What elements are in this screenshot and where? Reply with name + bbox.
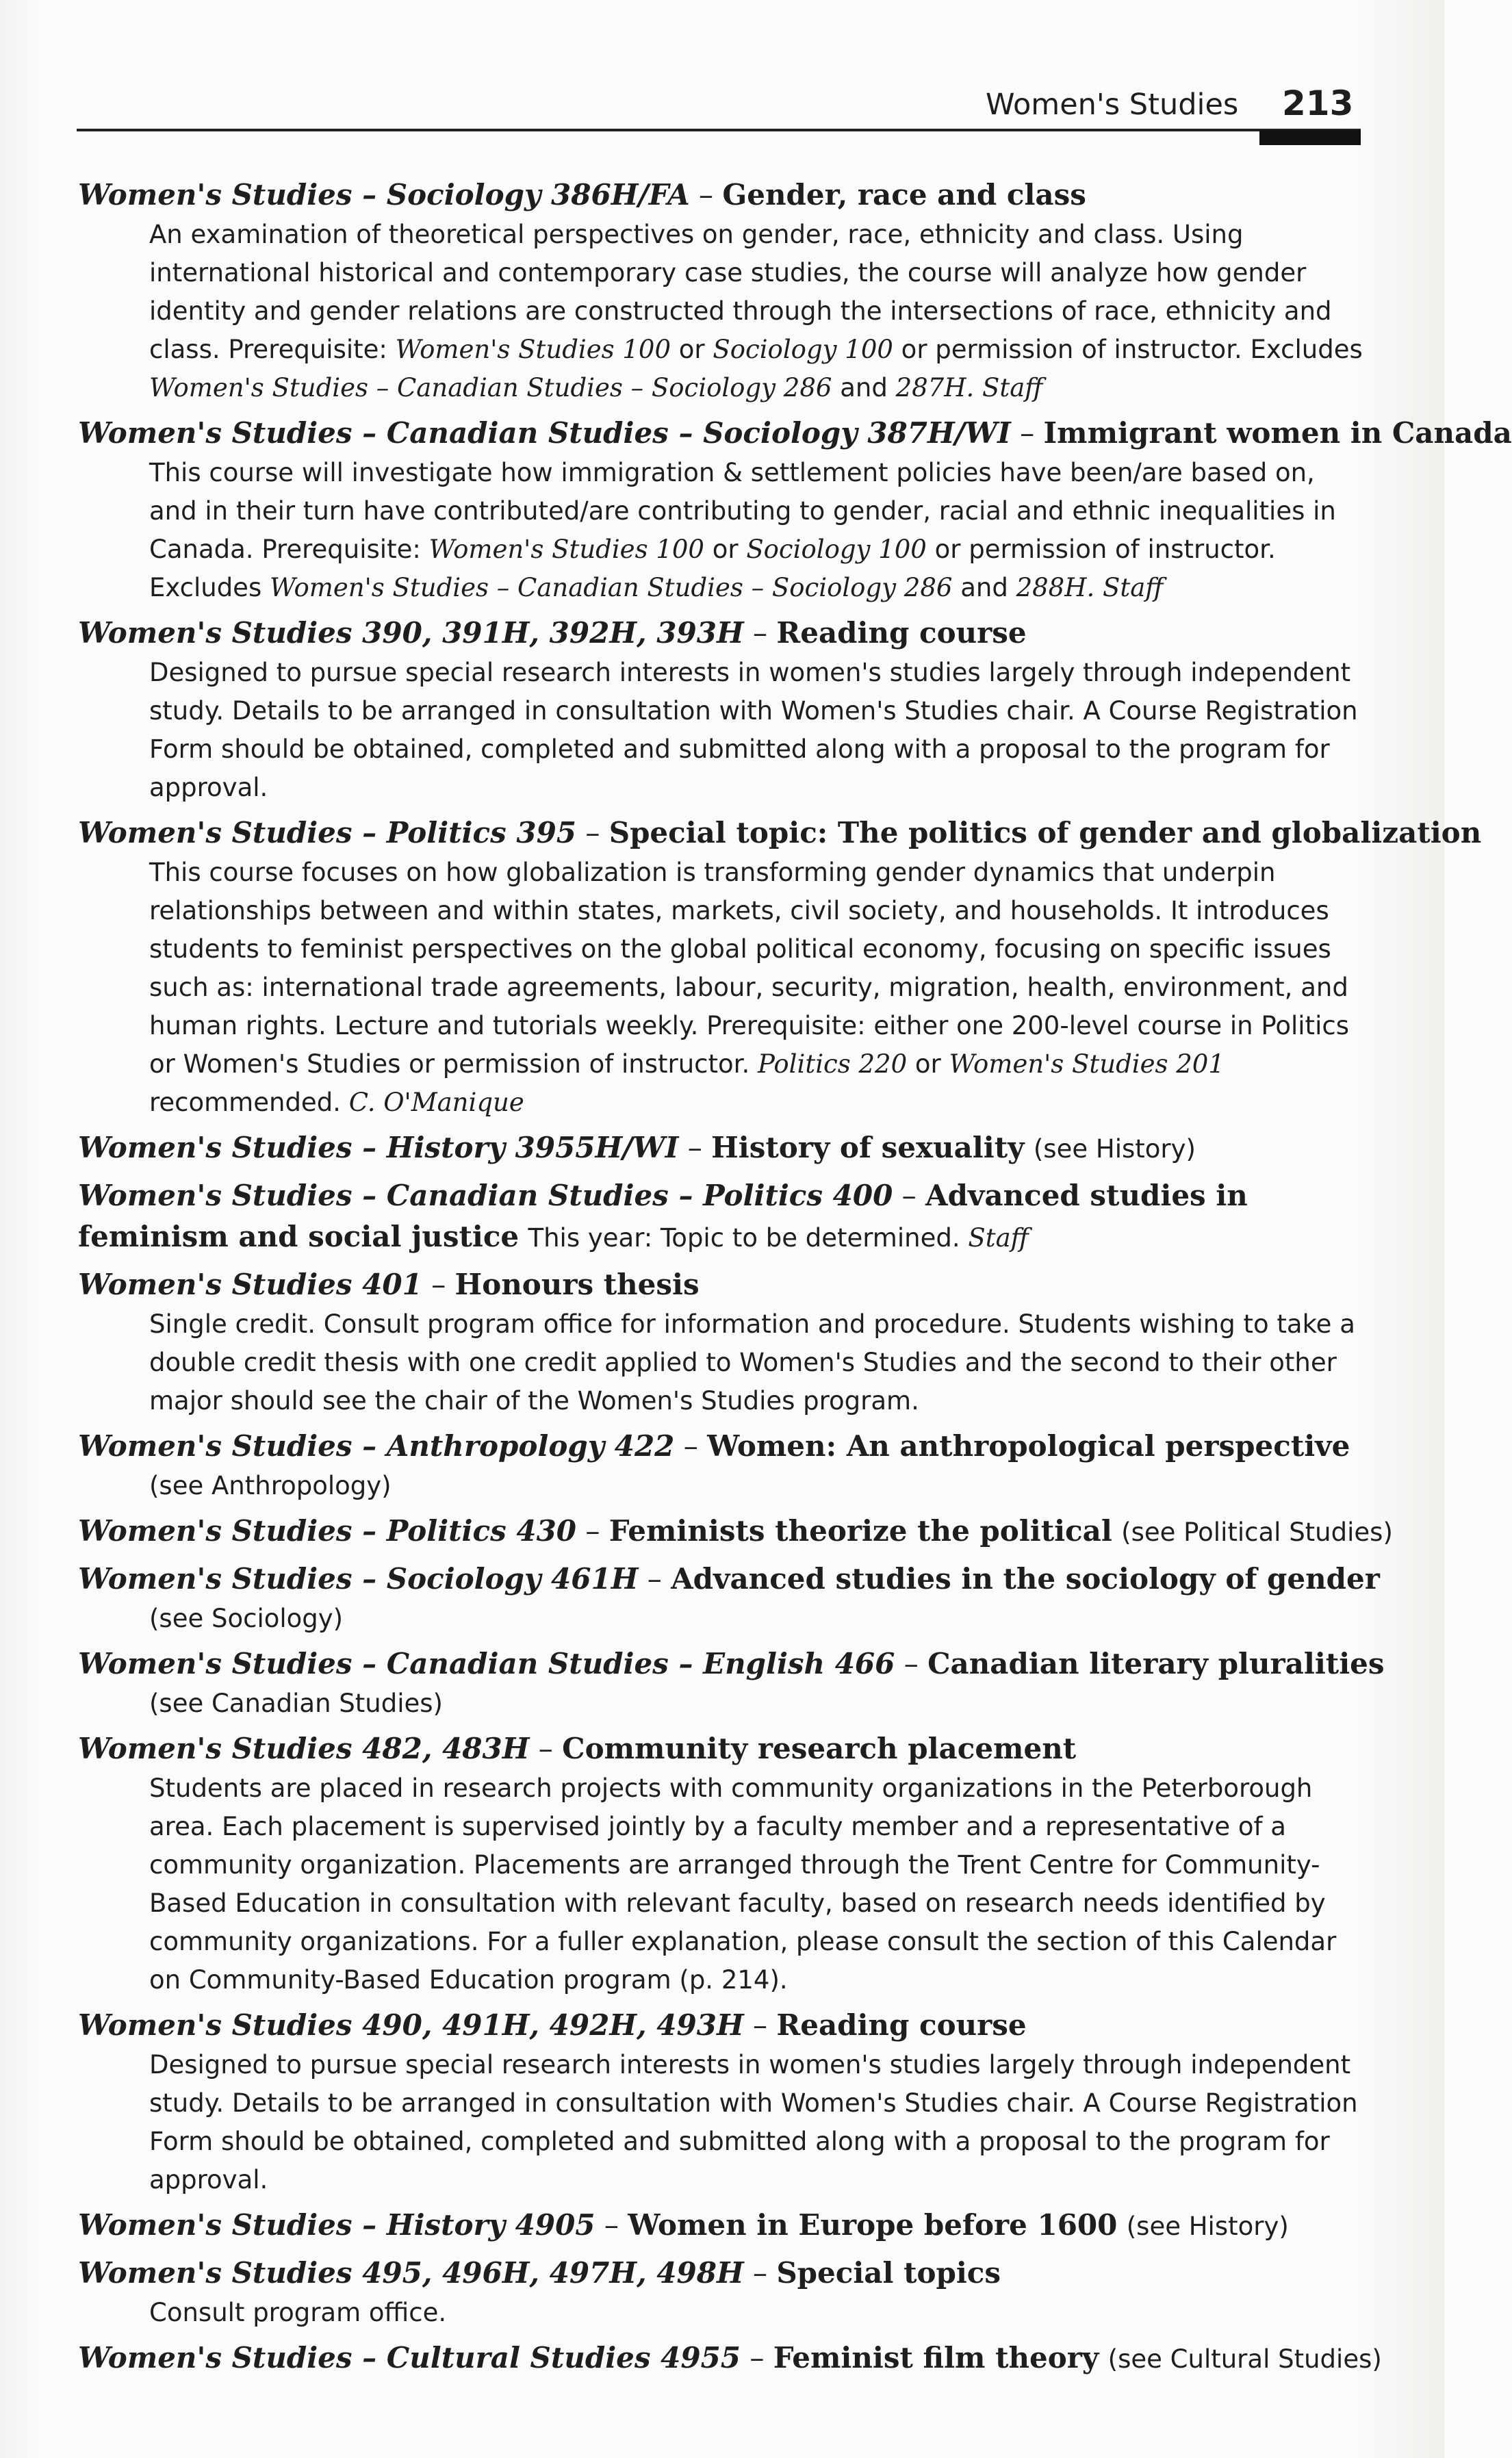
course-title: Reading course: [776, 2008, 1027, 2042]
course-code: Women's Studies – Sociology 386H/FA: [78, 178, 690, 212]
course-reference: 288H. Staff: [1016, 573, 1164, 602]
course-code: Women's Studies – Politics 395: [78, 816, 577, 849]
course-description: [149, 854, 1365, 1122]
course-entry: [78, 1264, 1365, 1420]
course-reference: C. O'Manique: [348, 1088, 524, 1117]
course-heading: [78, 413, 1512, 454]
course-reference: Women's Studies – Canadian Studies – Sociology 286: [270, 573, 953, 602]
course-separator: –: [595, 2208, 628, 2242]
course-separator: –: [576, 1514, 609, 1548]
course-title: Feminists theorize the political: [608, 1514, 1112, 1548]
course-title: Women: An anthropological perspective: [707, 1429, 1350, 1463]
course-entry: [78, 1643, 1385, 1723]
description-text: or: [704, 535, 747, 564]
course-title: Women in Europe before 1600: [628, 2208, 1118, 2242]
course-heading: [78, 2338, 1382, 2380]
description-text: This course will investigate how immigration & settlement policies have been/are based on, and in their turn have contributed/are contributing to gender, racial and ethnic inequalities in Canada. Prerequisite:: [149, 458, 1336, 564]
course-separator: –: [743, 616, 777, 650]
course-entry: [78, 1426, 1365, 1505]
course-code: Women's Studies – Cultural Studies 4955: [78, 2341, 741, 2374]
course-title: Feminist film theory: [773, 2341, 1099, 2374]
course-separator: –: [893, 1179, 926, 1212]
course-separator: –: [743, 2008, 777, 2042]
course-heading: [78, 175, 1365, 216]
course-code: Women's Studies 482, 483H: [78, 1732, 530, 1765]
course-description: [149, 2294, 1365, 2332]
course-separator: –: [689, 178, 723, 212]
course-title: Reading course: [776, 616, 1027, 650]
course-code: Women's Studies – History 4905: [78, 2208, 595, 2242]
course-description: [149, 654, 1365, 807]
course-cross-reference: (see Political Studies): [1121, 1518, 1393, 1547]
course-code: Women's Studies – Sociology 461H: [78, 1562, 639, 1596]
course-description: [149, 2046, 1365, 2199]
course-entry: [78, 2205, 1365, 2247]
course-entry: [78, 1511, 1393, 1553]
course-entry: [78, 1127, 1365, 1170]
course-code: Women's Studies – Anthropology 422: [78, 1429, 675, 1463]
course-description: [149, 216, 1365, 407]
course-entry: [78, 613, 1365, 807]
description-text: Students are placed in research projects with community organizations in the Peterborough area. Each placement is supervised jointly by a faculty member and a representative of a community organization. Placements are arranged through the Trent Centre for Community-Based Education in consultation with relevant faculty, based on research needs identified by community organizations. For a fuller explanation, please consult the section of this Calendar on Community-Based Education program (p. 214).: [149, 1774, 1337, 1995]
course-entry: [78, 2253, 1365, 2332]
description-text: An examination of theoretical perspectives on gender, race, ethnicity and class. Using international historical and contemporary case studies, the course will analyze how gender identity and gender relations are constructed through the intersections of race, ethnicity and class. Prerequisite:: [149, 220, 1332, 364]
description-text: and: [952, 573, 1016, 602]
course-entry: [78, 2338, 1382, 2380]
course-separator: –: [895, 1647, 928, 1680]
course-heading: [78, 2253, 1365, 2294]
description-text: or permission of instructor. Excludes: [149, 535, 1276, 602]
course-title: Special topic: The politics of gender and globalization: [608, 816, 1482, 849]
description-text: Designed to pursue special research interests in women's studies largely through independent study. Details to be arranged in consultation with Women's Studies chair. A Course Registration Form should be obtained, completed and submitted along with a proposal to the program for approval.: [149, 2050, 1358, 2194]
description-text: or permission of instructor. Excludes: [893, 335, 1363, 364]
course-separator: –: [529, 1732, 563, 1765]
course-separator: –: [638, 1562, 671, 1596]
course-description: [149, 454, 1365, 607]
course-entry: [78, 812, 1482, 1122]
course-list: [78, 175, 1512, 2385]
course-title: Community research placement: [562, 1732, 1077, 1765]
course-heading: [78, 1728, 1365, 1769]
course-code: Women's Studies – History 3955H/WI: [78, 1131, 679, 1164]
course-heading: [78, 812, 1482, 854]
course-heading: [78, 1264, 1365, 1305]
header-rule: [77, 129, 1361, 131]
course-heading: [78, 613, 1365, 654]
course-entry: [78, 1559, 1380, 1638]
course-entry: [78, 413, 1512, 607]
course-reference: 287H. Staff: [895, 373, 1043, 402]
course-code: Women's Studies – Canadian Studies – English 466: [78, 1647, 895, 1680]
running-header: Women's Studies: [986, 88, 1239, 122]
course-reference: Politics 220: [758, 1049, 908, 1079]
course-description: [149, 1467, 1365, 1505]
course-reference: Women's Studies 201: [949, 1049, 1225, 1079]
header-rule-tab: [1259, 130, 1361, 145]
course-instructor: Staff: [968, 1223, 1029, 1253]
description-text: and: [832, 373, 896, 402]
description-text: or: [907, 1049, 949, 1079]
course-title: Gender, race and class: [722, 178, 1086, 212]
course-reference: Sociology 100: [713, 335, 893, 364]
description-text: (see Anthropology): [149, 1471, 392, 1500]
course-reference: Women's Studies 100: [428, 535, 704, 564]
course-heading: [78, 1127, 1365, 1170]
course-heading: [78, 1643, 1385, 1685]
course-separator: –: [743, 2256, 777, 2290]
course-separator: –: [678, 1131, 712, 1164]
description-text: Consult program office.: [149, 2298, 447, 2327]
description-text: (see Canadian Studies): [149, 1689, 443, 1718]
course-description: [149, 1305, 1365, 1420]
course-reference: Women's Studies – Canadian Studies – Sociology 286: [149, 373, 832, 402]
page-number: 213: [1282, 84, 1354, 123]
course-entry: [78, 175, 1365, 407]
course-entry: [78, 1728, 1365, 1999]
course-cross-reference: (see History): [1126, 2212, 1289, 2241]
description-text: or: [671, 335, 713, 364]
course-title: Honours thesis: [454, 1268, 700, 1301]
course-cross-reference: (see Cultural Studies): [1107, 2344, 1382, 2374]
course-heading: [78, 2205, 1365, 2247]
course-code: Women's Studies 495, 496H, 497H, 498H: [78, 2256, 744, 2290]
course-separator: –: [741, 2341, 773, 2374]
course-separator: –: [422, 1268, 455, 1301]
course-reference: Women's Studies 100: [395, 335, 671, 364]
course-reference: Sociology 100: [746, 535, 927, 564]
course-entry: [78, 1175, 1365, 1259]
course-title: Canadian literary pluralities: [927, 1647, 1385, 1680]
course-title: History of sexuality: [711, 1131, 1025, 1164]
course-heading: [78, 1175, 1365, 1259]
course-code: Women's Studies – Canadian Studies – Sociology 387H/WI: [78, 416, 1011, 450]
course-code: Women's Studies – Canadian Studies – Politics 400: [78, 1179, 893, 1212]
course-title: Special topics: [776, 2256, 1001, 2290]
course-heading: [78, 1511, 1393, 1553]
description-text: (see Sociology): [149, 1604, 344, 1633]
description-text: Designed to pursue special research interests in women's studies largely through independent study. Details to be arranged in consultation with Women's Studies chair. A Course Registration Form should be obtained, completed and submitted along with a proposal to the program for approval.: [149, 658, 1358, 802]
course-code: Women's Studies – Politics 430: [78, 1514, 577, 1548]
course-heading: [78, 2005, 1365, 2046]
course-title: Advanced studies in the sociology of gender: [671, 1562, 1380, 1596]
course-cross-reference: (see History): [1033, 1134, 1196, 1164]
course-heading: [78, 1559, 1380, 1600]
course-separator: –: [1010, 416, 1044, 450]
course-note: This year: Topic to be determined.: [528, 1223, 969, 1253]
description-text: recommended.: [149, 1088, 349, 1117]
description-text: This course focuses on how globalization is transforming gender dynamics that underpin relationships between and within states, markets, civil society, and households. It introduces students to feminist perspectives on the global political economy, focusing on specific issues such as: international trade agreements, labour, security, migration, health, environment, and human rights. Lecture and tutorials weekly. Prerequisite: either one 200-level course in Politics or Women's Studies or permission of instructor.: [149, 858, 1349, 1079]
course-separator: –: [576, 816, 609, 849]
course-description: [149, 1769, 1365, 1999]
course-description: [149, 1685, 1365, 1723]
course-heading: [78, 1426, 1365, 1467]
course-entry: [78, 2005, 1365, 2199]
course-code: Women's Studies 390, 391H, 392H, 393H: [78, 616, 744, 650]
course-code: Women's Studies 401: [78, 1268, 422, 1301]
course-separator: –: [674, 1429, 708, 1463]
course-code: Women's Studies 490, 491H, 492H, 493H: [78, 2008, 744, 2042]
description-text: Single credit. Consult program office for information and procedure. Students wishing to take a double credit thesis with one credit applied to Women's Studies and the second to their other major should see the chair of the Women's Studies program.: [149, 1309, 1355, 1416]
course-title: Advanced studies in feminism and social justice: [78, 1179, 1248, 1253]
course-description: [149, 1600, 1365, 1638]
course-title: Immigrant women in Canada: [1043, 416, 1512, 450]
